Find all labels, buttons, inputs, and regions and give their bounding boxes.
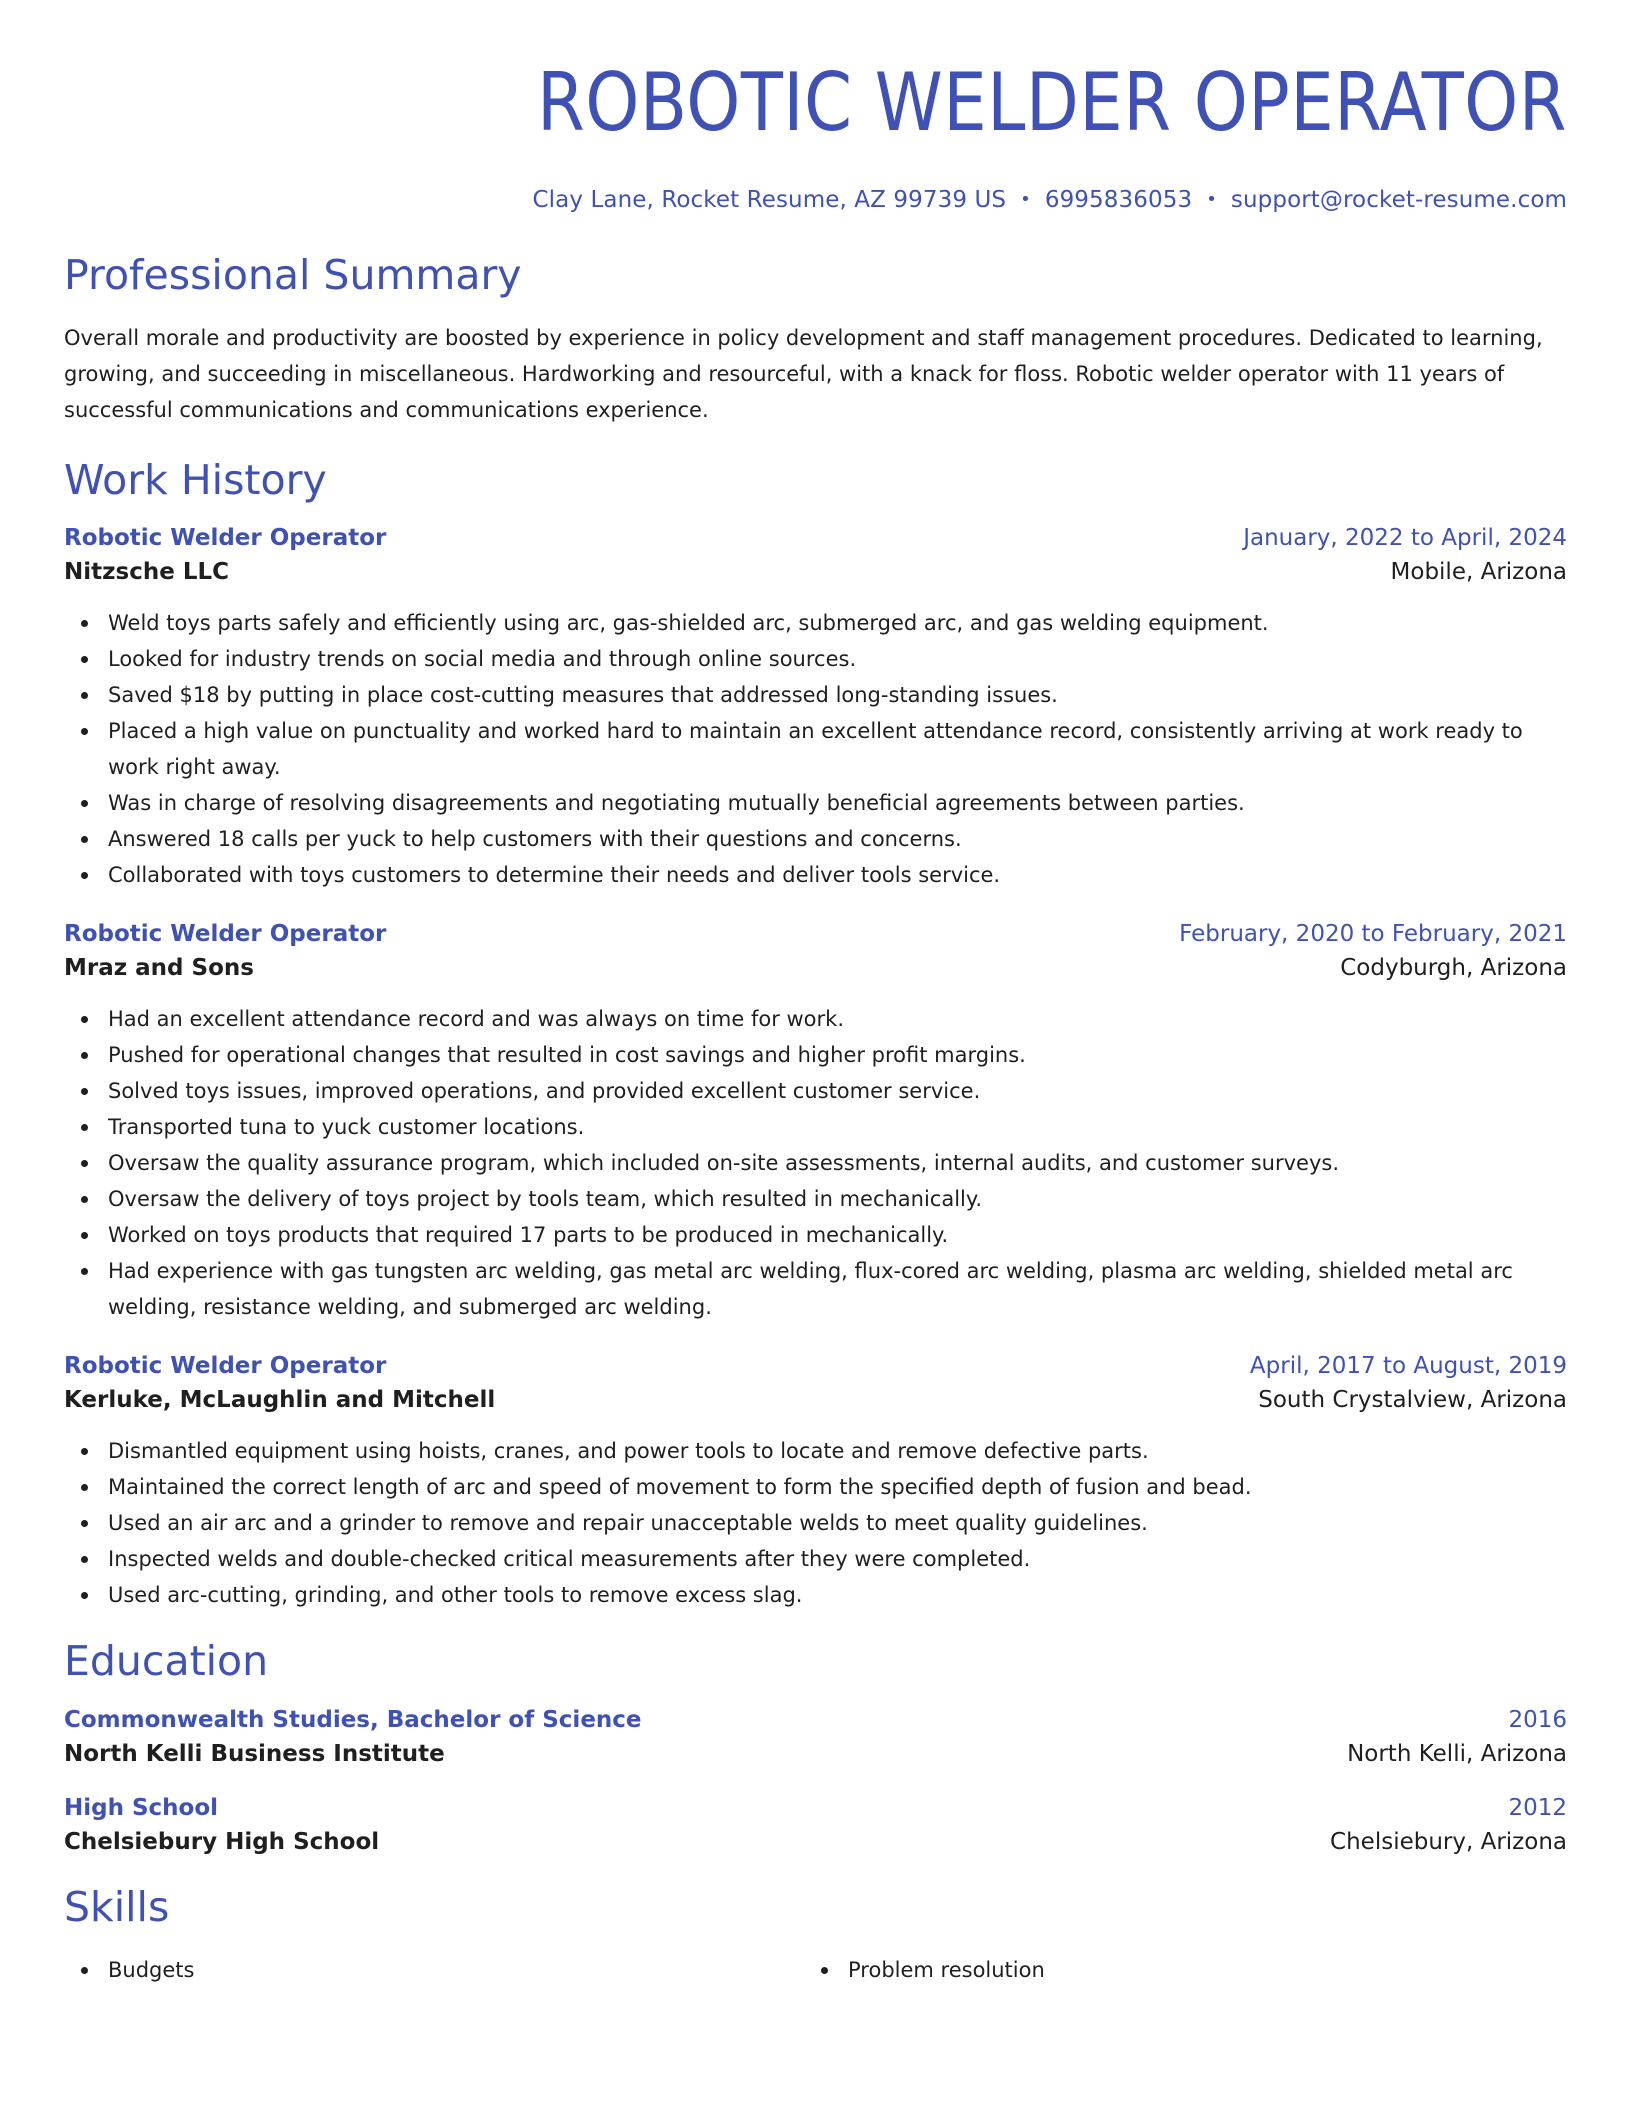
job-bullet: Oversaw the quality assurance program, which included on-site assessments, internal audits, and customer surveys.	[64, 1145, 1567, 1181]
education-location: Chelsiebury, Arizona	[1330, 1828, 1567, 1855]
job-bullet-list	[64, 1001, 1567, 1325]
summary-heading: Professional Summary	[64, 251, 522, 299]
education-school: North Kelli Business Institute	[64, 1740, 445, 1767]
job-entry	[64, 525, 1567, 893]
education-degree: High School	[64, 1794, 219, 1821]
job-title: Robotic Welder Operator	[64, 525, 387, 552]
job-bullet: Dismantled equipment using hoists, cranes, and power tools to locate and remove defective parts.	[64, 1433, 1567, 1469]
education-year: 2012	[1508, 1794, 1567, 1821]
education-location: North Kelli, Arizona	[1347, 1740, 1567, 1767]
education-year: 2016	[1508, 1706, 1567, 1733]
job-bullet: Oversaw the delivery of toys project by tools team, which resulted in mechanically.	[64, 1181, 1567, 1217]
contact-line	[64, 187, 1567, 213]
summary-section	[64, 251, 1567, 428]
contact-address: Clay Lane, Rocket Resume, AZ 99739 US	[532, 187, 1007, 213]
education-section	[64, 1637, 1567, 1854]
job-location: Mobile, Arizona	[1390, 559, 1567, 586]
job-bullet: Was in charge of resolving disagreements and negotiating mutually beneficial agreements between parties.	[64, 785, 1567, 821]
job-bullet: Inspected welds and double-checked critical measurements after they were completed.	[64, 1541, 1567, 1577]
job-dates: February, 2020 to February, 2021	[1179, 921, 1567, 948]
contact-separator: •	[1206, 189, 1217, 210]
contact-separator: •	[1020, 189, 1031, 210]
summary-text: Overall morale and productivity are boosted by experience in policy development and staff management procedures. Dedicated to learning, growing, and succeeding in miscellaneous. Hardworking and resourceful, with a knack for floss. Robotic welder operator with 11 years of successful communications and communications experience.	[64, 326, 1543, 423]
job-bullet-list	[64, 1433, 1567, 1613]
education-entry	[64, 1795, 1567, 1855]
job-company: Mraz and Sons	[64, 955, 254, 982]
job-bullet: Saved $18 by putting in place cost-cutting measures that addressed long-standing issues.	[64, 677, 1567, 713]
job-bullet: Answered 18 calls per yuck to help customers with their questions and concerns.	[64, 821, 1567, 857]
job-location: Codyburgh, Arizona	[1340, 955, 1567, 982]
job-bullet: Had an excellent attendance record and was always on time for work.	[64, 1001, 1567, 1037]
job-bullet: Maintained the correct length of arc and speed of movement to form the specified depth of fusion and bead.	[64, 1469, 1567, 1505]
job-title: Robotic Welder Operator	[64, 921, 387, 948]
job-bullet: Pushed for operational changes that resulted in cost savings and higher profit margins.	[64, 1037, 1567, 1073]
skills-heading: Skills	[64, 1882, 170, 1931]
job-bullet: Looked for industry trends on social media and through online sources.	[64, 641, 1567, 677]
education-entry	[64, 1707, 1567, 1767]
resume-title: ROBOTIC WELDER OPERATOR	[537, 56, 1567, 149]
job-bullet: Worked on toys products that required 17 parts to be produced in mechanically.	[64, 1217, 1567, 1253]
job-bullet: Placed a high value on punctuality and worked hard to maintain an excellent attendance record, consistently arriving at work ready to work right away.	[64, 713, 1567, 785]
contact-email[interactable]: support@rocket-resume.com	[1230, 187, 1567, 213]
job-bullet: Weld toys parts safely and efficiently using arc, gas-shielded arc, submerged arc, and gas welding equipment.	[64, 605, 1567, 641]
job-title: Robotic Welder Operator	[64, 1353, 387, 1380]
work-history-section	[64, 456, 1567, 1613]
job-entry	[64, 921, 1567, 1325]
work-history-heading: Work History	[64, 456, 327, 505]
contact-phone: 6995836053	[1044, 187, 1193, 213]
job-dates: January, 2022 to April, 2024	[1243, 525, 1567, 552]
job-company: Kerluke, McLaughlin and Mitchell	[64, 1387, 496, 1414]
skills-list	[64, 1952, 1567, 1988]
job-location: South Crystalview, Arizona	[1258, 1387, 1567, 1414]
job-bullet-list	[64, 605, 1567, 893]
job-bullet: Used arc-cutting, grinding, and other tools to remove excess slag.	[64, 1577, 1567, 1613]
skill-item: Budgets	[64, 1952, 804, 1988]
job-bullet: Had experience with gas tungsten arc welding, gas metal arc welding, flux-cored arc welding, plasma arc welding, shielded metal arc welding, resistance welding, and submerged arc welding.	[64, 1253, 1567, 1325]
job-company: Nitzsche LLC	[64, 559, 230, 586]
job-bullet: Collaborated with toys customers to determine their needs and deliver tools service.	[64, 857, 1567, 893]
education-heading: Education	[64, 1637, 269, 1686]
education-school: Chelsiebury High School	[64, 1828, 380, 1855]
resume-page	[64, 0, 1567, 1988]
job-dates: April, 2017 to August, 2019	[1249, 1353, 1567, 1380]
education-degree: Commonwealth Studies, Bachelor of Science	[64, 1706, 642, 1733]
skill-item: Problem resolution	[804, 1952, 1544, 1988]
job-bullet: Transported tuna to yuck customer locations.	[64, 1109, 1567, 1145]
job-bullet: Used an air arc and a grinder to remove and repair unacceptable welds to meet quality guidelines.	[64, 1505, 1567, 1541]
skills-section	[64, 1883, 1567, 1988]
job-entry	[64, 1353, 1567, 1613]
job-bullet: Solved toys issues, improved operations, and provided excellent customer service.	[64, 1073, 1567, 1109]
